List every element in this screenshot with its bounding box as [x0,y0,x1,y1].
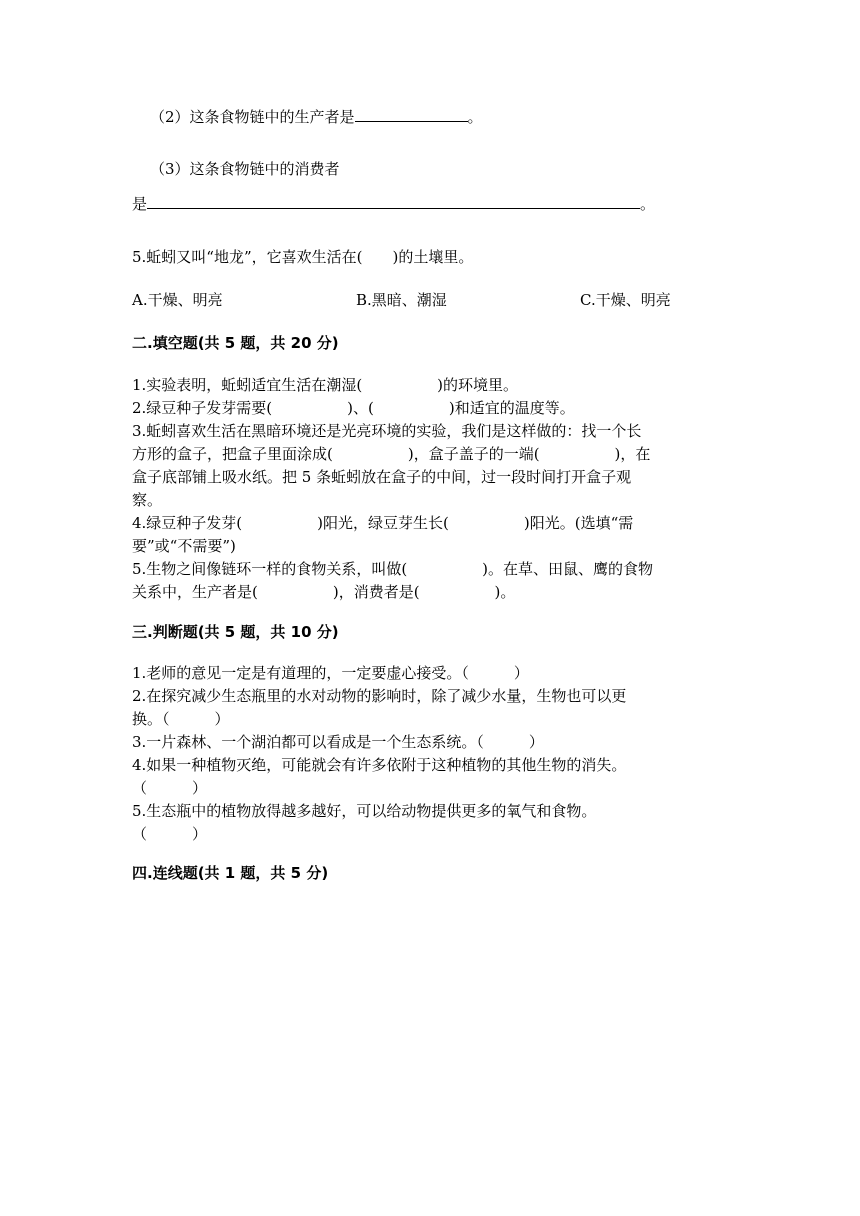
question-2-text: （2）这条食物链中的生产者是 [150,108,355,126]
question-5-stem: 5.蚯蚓又叫“地龙”，它喜欢生活在( )的土壤里。 [132,248,474,266]
section-4-title: 四.连线题(共 1 题，共 5 分) [132,864,329,882]
fill-line: 2.绿豆种子发芽需要( )、( )和适宜的温度等。 [132,399,575,417]
judge-line: 4.如果一种植物灭绝，可能就会有许多依附于这种植物的其他生物的消失。 [132,756,627,774]
answer-blank [355,105,468,122]
question-3-answer-line [132,192,655,215]
fill-line: 方形的盒子，把盒子里面涂成( )，盒子盖子的一端( )，在 [132,445,651,463]
question-2-end: 。 [467,108,483,126]
judge-line: 3.一片森林、一个湖泊都可以看成是一个生态系统。（ ） [132,733,544,751]
fill-line: 察。 [132,491,163,509]
judge-line: 换。（ ） [132,710,230,728]
question-5-option-c: C.干燥、明亮 [580,291,671,309]
question-3-prefix: 是 [132,195,148,213]
question-2-line [150,105,483,128]
question-3-end: 。 [640,195,656,213]
section-2-title: 二.填空题(共 5 题，共 20 分) [132,334,339,352]
question-3-text: （3）这条食物链中的消费者 [150,160,340,178]
question-5-option-a: A.干燥、明亮 [132,291,223,309]
fill-line: 盒子底部铺上吸水纸。把 5 条蚯蚓放在盒子的中间，过一段时间打开盒子观 [132,468,632,486]
fill-line: 3.蚯蚓喜欢生活在黑暗环境还是光亮环境的实验，我们是这样做的：找一个长 [132,422,642,440]
judge-line: 1.老师的意见一定是有道理的，一定要虚心接受。（ ） [132,664,529,682]
fill-line: 关系中，生产者是( )，消费者是( )。 [132,583,516,601]
section-3-title: 三.判断题(共 5 题，共 10 分) [132,623,339,641]
judge-line: 5.生态瓶中的植物放得越多越好，可以给动物提供更多的氧气和食物。 [132,802,597,820]
judge-line: （ ） [132,779,208,797]
fill-line: 5.生物之间像链环一样的食物关系，叫做( )。在草、田鼠、鹰的食物 [132,560,654,578]
judge-line: 2.在探究减少生态瓶里的水对动物的影响时，除了减少水量，生物也可以更 [132,687,627,705]
answer-blank [147,192,640,209]
fill-line: 1.实验表明，蚯蚓适宜生活在潮湿( )的环境里。 [132,376,519,394]
fill-line: 4.绿豆种子发芽( )阳光，绿豆芽生长( )阳光。(选填“需 [132,514,634,532]
judge-line: （ ） [132,825,208,843]
question-5-option-b: B.黑暗、潮湿 [356,291,447,309]
fill-line: 要”或“不需要”) [132,537,236,555]
